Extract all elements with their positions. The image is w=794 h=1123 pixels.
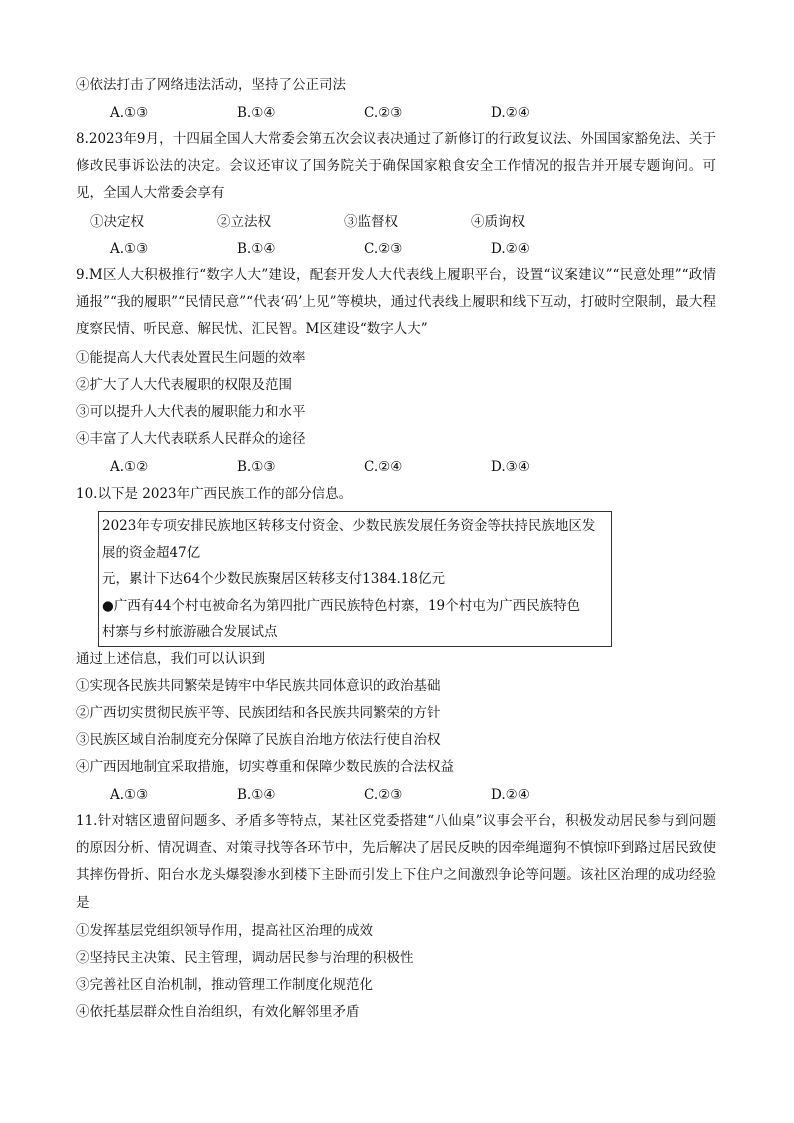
q10-info-box: [98, 511, 612, 647]
q11-statement-1: ①发挥基层党组织领导作用，提高社区治理的成效: [76, 923, 373, 939]
q7-options: [110, 104, 618, 122]
q8-statement-2: ②立法权: [217, 214, 271, 230]
q10-option-a: A.①③: [110, 787, 149, 803]
q10-box-line-5: 村寨与乡村旅游融合发展试点: [102, 624, 278, 640]
q11-statement-4: ④依托基层群众性自治组织，有效化解邻里矛盾: [76, 1004, 360, 1020]
q10-statement-1: ①实现各民族共同繁荣是铸牢中华民族共同体意识的政治基础: [76, 678, 441, 694]
q9-statement-1: ①能提高人大代表处置民生问题的效率: [76, 350, 306, 366]
q9-statement-2: ②扩大了人大代表履职的权限及范围: [76, 377, 292, 393]
q8-statements: [90, 213, 598, 231]
q10-statement-4: ④广西因地制宜采取措施，切实尊重和保障少数民族的合法权益: [76, 759, 454, 775]
q9-options: [110, 458, 618, 476]
q7-option-c: C.②③: [364, 105, 403, 121]
q8-option-a: A.①③: [110, 241, 149, 257]
q10-options: [110, 786, 618, 804]
q9-statement-3: ③可以提升人大代表的履职能力和水平: [76, 404, 306, 420]
q10-statement-3: ③民族区域自治制度充分保障了民族自治地方依法行使自治权: [76, 732, 441, 748]
q10-statement-2: ②广西切实贯彻民族平等、民族团结和各民族共同繁荣的方针: [76, 705, 441, 721]
q10-option-c: C.②③: [364, 787, 403, 803]
q9-option-d: D.③④: [491, 459, 530, 475]
q10-lead: 通过上述信息，我们可以认识到: [76, 651, 265, 667]
q7-option-d: D.②④: [491, 105, 530, 121]
q8-statement-3: ③监督权: [344, 214, 398, 230]
q10-box-line-3: 元，累计下达64个少数民族聚居区转移支付1384.18亿元: [102, 571, 446, 587]
q9-option-a: A.①②: [110, 459, 149, 475]
q10-box-line-1: 2023年专项安排民族地区转移支付资金、少数民族发展任务资金等扶持民族地区发: [102, 518, 596, 534]
q9-option-b: B.①③: [237, 459, 276, 475]
q8-statement-1: ①决定权: [90, 214, 144, 230]
q9-option-c: C.②④: [364, 459, 403, 475]
q8-stem: 8.2023年9月，十四届全国人大常委会第五次会议表决通过了新修订的行政复议法、外国国家豁免法、关于修改民事诉讼法的决定。会议还审议了国务院关于确保国家粮食安全工作情况的报告并开展专题询问。可见，全国人大常委会享有: [76, 131, 716, 202]
q11-statement-3: ③完善社区自治机制，推动管理工作制度化规范化: [76, 977, 373, 993]
q11-statement-2: ②坚持民主决策、民主管理，调动居民参与治理的积极性: [76, 950, 414, 966]
q10-stem: 10.以下是 2023年广西民族工作的部分信息。: [76, 486, 353, 502]
q10-box-line-4: ●广西有44个村屯被命名为第四批广西民族特色村寨，19个村屯为广西民族特色: [102, 597, 581, 614]
q7-option-a: A.①③: [110, 105, 149, 121]
q8-option-c: C.②③: [364, 241, 403, 257]
q9-statement-4: ④丰富了人大代表联系人民群众的途径: [76, 431, 306, 447]
q8-statement-4: ④质询权: [471, 214, 525, 230]
q11-stem: 11.针对辖区遗留问题多、矛盾多等特点，某社区党委搭建“八仙桌”议事会平台，积极发动居民参与到问题的原因分析、情况调查、对策寻找等各环节中，先后解决了居民反映的因牵绳遛狗不慎惊吓到路过居民致使其摔伤骨折、阳台水龙头爆裂渗水到楼下主卧而引发上下住户之间激烈争论等问题。该社区治理的成功经验是: [76, 813, 716, 911]
q8-options: [110, 240, 618, 258]
q8-option-d: D.②④: [491, 241, 530, 257]
q10-option-b: B.①④: [237, 787, 276, 803]
q8-option-b: B.①④: [237, 241, 276, 257]
q10-box-line-2: 展的资金超47亿: [102, 544, 201, 561]
q7-statement-4: ④依法打击了网络违法活动，坚持了公正司法: [76, 77, 346, 93]
q7-option-b: B.①④: [237, 105, 276, 121]
q10-option-d: D.②④: [491, 787, 530, 803]
q9-stem: 9.M区人大积极推行“数字人大”建设，配套开发人大代表线上履职平台，设置“议案建议”“民意处理”“政情通报”“我的履职”“民情民意”“代表‘码’上见”等模块，通过代表线上履职和线下互动，打破时空限制，最大程度察民情、听民意、解民忧、汇民智。M区建设“数字人大”: [76, 267, 716, 338]
